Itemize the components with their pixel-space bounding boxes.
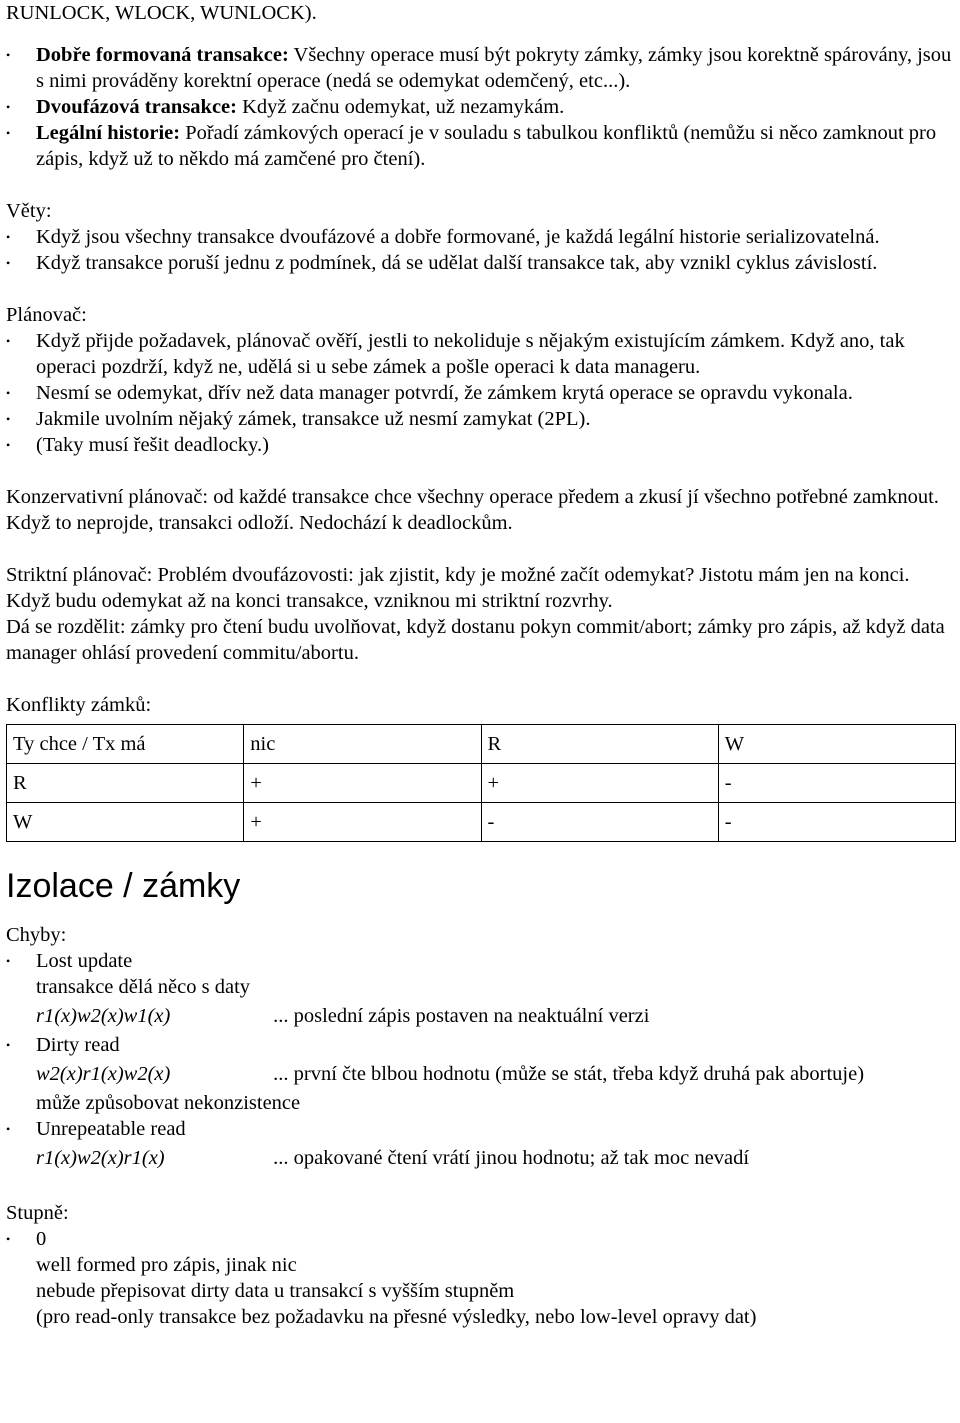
striktni-planovac: Striktní plánovač: Problém dvoufázovosti: jak zjistit, kdy je možné začít odemykat? Jistotu mám jen na konci. Když budu odemykat až na konci transakce, vzniknou mi striktní rozvrhy. (6, 564, 910, 612)
list-item: • (Taky musí řešit deadlocky.) (6, 432, 958, 458)
list-item (6, 1226, 958, 1330)
table-cell: - (481, 803, 718, 842)
table-cell: + (244, 803, 481, 842)
list-item: • Když jsou všechny transakce dvoufázové a dobře formované, je každá legální historie serializovatelná. (6, 224, 958, 250)
table-cell: + (481, 764, 718, 803)
list-item: • Jakmile uvolním nějaký zámek, transakce už nesmí zamykat (2PL). (6, 406, 958, 432)
lost-update-formula-line (36, 1000, 958, 1032)
unrepeatable-read-label: • Unrepeatable read (36, 1118, 186, 1140)
section-heading: Izolace / zámky (6, 867, 241, 905)
list-item: • Když transakce poruší jednu z podmínek, dá se udělat další transakce tak, aby vznikl cyklus závislostí. (6, 250, 958, 276)
list-item: • Legální historie: Pořadí zámkových operací je v souladu s tabulkou konfliktů (nemůžu si něco zamknout pro zápis, když už to někdo má zamčené pro čtení). (6, 120, 958, 172)
chyby-title: Chyby: (6, 924, 67, 946)
lost-update-comment: ... poslední zápis postaven na neaktuální verzi (273, 1005, 650, 1027)
vety-title: Věty: (6, 200, 52, 222)
konzervativni-planovac: Konzervativní plánovač: od každé transakce chce všechny operace předem a zkusí jí všechno potřebné zamknout. Když to neprojde, transakci odloží. Nedochází k deadlockům. (6, 486, 939, 534)
list-item (6, 1116, 958, 1174)
table-row (7, 803, 956, 842)
dirty-read-desc: může způsobovat nekonzistence (36, 1092, 301, 1114)
planovac-list (6, 328, 958, 458)
rules-list (6, 42, 958, 172)
table-cell: R (7, 764, 244, 803)
document-page (6, 0, 958, 1330)
top-line: RUNLOCK, WLOCK, WUNLOCK). (6, 2, 317, 24)
dirty-read-comment: ... první čte blbou hodnotu (může se stát, třeba když druhá pak abortuje) (273, 1063, 865, 1085)
table-row (7, 764, 956, 803)
lock-conflict-table (6, 724, 956, 842)
stupne-list (6, 1226, 958, 1330)
stupen-line: (pro read-only transakce bez požadavku na přesné výsledky, nebo low-level opravy dat) (36, 1306, 757, 1328)
list-item: • Nesmí se odemykat, dřív než data manager potvrdí, že zámkem krytá operace se opravdu vykonala. (6, 380, 958, 406)
unrepeatable-read-formula-line (36, 1142, 958, 1174)
table-cell: nic (244, 725, 481, 764)
table-row (7, 725, 956, 764)
planovac-title: Plánovač: (6, 304, 87, 326)
stupen-line: nebude přepisovat dirty data u transakcí s vyšším stupněm (36, 1280, 515, 1302)
table-cell: R (481, 725, 718, 764)
lost-update-formula: r1(x)w2(x)w1(x) (36, 1005, 171, 1027)
stupen-level: • 0 (36, 1228, 47, 1250)
table-cell: W (7, 803, 244, 842)
table-cell: Ty chce / Tx má (7, 725, 244, 764)
vety-list (6, 224, 958, 276)
table-cell: - (718, 803, 955, 842)
list-item (6, 1032, 958, 1116)
dirty-read-label: • Dirty read (36, 1034, 120, 1056)
unrepeatable-read-comment: ... opakované čtení vrátí jinou hodnotu; až tak moc nevadí (273, 1147, 750, 1169)
lost-update-desc: transakce dělá něco s daty (36, 976, 251, 998)
list-item (6, 948, 958, 1032)
dirty-read-formula-line (36, 1058, 958, 1090)
list-item: • Dvoufázová transakce: Když začnu odemykat, už nezamykám. (6, 94, 958, 120)
stupne-title: Stupně: (6, 1202, 69, 1224)
chyby-list (6, 948, 958, 1174)
stupen-line: well formed pro zápis, jinak nic (36, 1254, 297, 1276)
lost-update-label: • Lost update (36, 950, 133, 972)
table-cell: + (244, 764, 481, 803)
striktni-rozdeleni: Dá se rozdělit: zámky pro čtení budu uvolňovat, když dostanu pokyn commit/abort; zámky pro zápis, až když data manager ohlásí provedení commitu/abortu. (6, 616, 945, 664)
unrepeatable-read-formula: r1(x)w2(x)r1(x) (36, 1147, 165, 1169)
table-cell: W (718, 725, 955, 764)
list-item: • Dobře formovaná transakce: Všechny operace musí být pokryty zámky, zámky jsou korektně spárovány, jsou s nimi prováděny korektní operace (nedá se odemykat odemčený, etc...). (6, 42, 958, 94)
konflikty-title: Konflikty zámků: (6, 694, 152, 716)
dirty-read-formula: w2(x)r1(x)w2(x) (36, 1063, 171, 1085)
list-item: • Když přijde požadavek, plánovač ověří, jestli to nekoliduje s nějakým existujícím zámkem. Když ano, tak operaci pozdrží, když ne, udělá si u sebe zámek a pošle operaci k data manageru. (6, 328, 958, 380)
table-cell: - (718, 764, 955, 803)
